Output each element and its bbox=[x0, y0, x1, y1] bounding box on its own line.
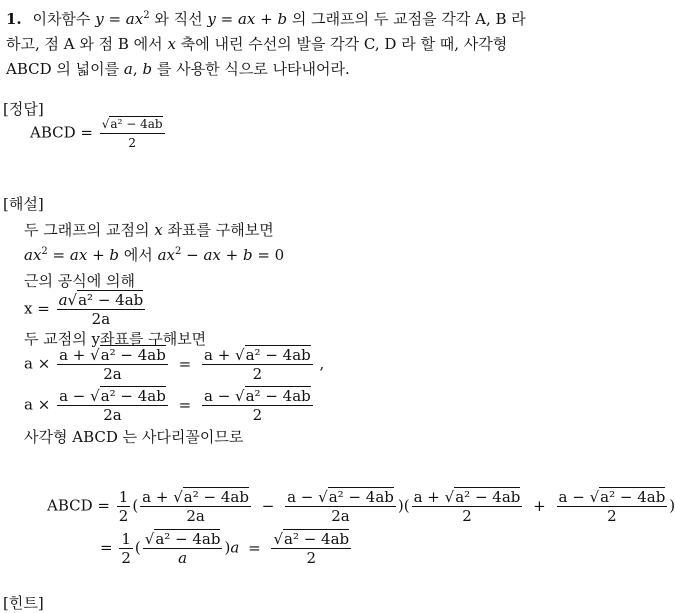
comma: , bbox=[319, 354, 325, 373]
radicand: a² − 4ab bbox=[245, 346, 311, 364]
question-line-1 bbox=[6, 8, 526, 29]
math-lhs: x = bbox=[24, 299, 50, 318]
radicand: a² − 4ab bbox=[100, 346, 166, 364]
question-text: 하고, 점 A 와 점 B 에서 bbox=[6, 35, 163, 53]
fraction: $\frac{\text{a + √a² − 4ab}}{2}$ bbox=[413, 488, 521, 525]
numerator-prefix: a + bbox=[413, 488, 440, 506]
minus: − bbox=[261, 496, 275, 515]
answer-denominator: 2 bbox=[128, 136, 136, 150]
denominator: 2 bbox=[118, 507, 129, 525]
solution-line-2: $ax^2$ = ax + b 에서 $ax^2$ − ax + b = 0 bbox=[24, 246, 285, 264]
denominator: a bbox=[178, 549, 188, 567]
equals: = bbox=[248, 538, 261, 557]
solution-line-8: 사각형 ABCD 는 사다리꼴이므로 bbox=[24, 428, 244, 446]
radicand: a² − 4ab bbox=[183, 488, 249, 506]
question-number: 1. bbox=[6, 10, 22, 28]
numerator-prefix: a + bbox=[142, 488, 169, 506]
denominator: 2 bbox=[252, 365, 263, 383]
question-text: 를 사용한 식으로 나타내어라. bbox=[156, 60, 350, 78]
radicand: a² − 4ab bbox=[455, 488, 521, 506]
question-text: 의 그래프의 두 교점을 각각 A, B 라 bbox=[291, 10, 526, 28]
math-x: x bbox=[154, 221, 163, 239]
equals: = bbox=[178, 354, 192, 373]
numerator-prefix: a − bbox=[59, 387, 86, 405]
solution-line-3: 근의 공식에 의해 bbox=[24, 272, 135, 290]
answer-radicand: a² − 4ab bbox=[110, 117, 163, 131]
numerator: 1 bbox=[121, 530, 131, 548]
fraction: $\frac{\text{a − √a² − 4ab}}{2}$ bbox=[203, 387, 311, 424]
solution-line-5: 두 교점의 y좌표를 구해보면 bbox=[24, 330, 207, 348]
solution-line-1 bbox=[24, 219, 274, 240]
denominator: 2 bbox=[607, 507, 617, 525]
math-prefix: a × bbox=[24, 395, 51, 414]
math-a: a bbox=[123, 60, 133, 78]
denominator: 2 bbox=[306, 549, 317, 567]
final-fraction: $\frac{\text{√a² − 4ab}}{2}$ bbox=[273, 530, 350, 567]
area-formula-line-2: = $\frac{1}{2}$ ( $\frac{\text{√a² − 4ab}}{a}$ )a = $\frac{\text{√a² − 4ab}}{2}$ bbox=[100, 530, 350, 567]
radicand: a² − 4ab bbox=[155, 530, 221, 548]
area-formula-line-1: ABCD = $\frac{1}{2}$ ( $\frac{\text{a + √a² − 4ab}}{2a}$ − $\frac{\text{a − √a² − 4ab}}{2a}$ )( $\frac{\text{a + √a² − 4ab}}{2}$ + $\frac{\text{a − √a² − 4ab}}{2}$ ) bbox=[47, 488, 675, 525]
radicand: a² − 4ab bbox=[284, 530, 350, 548]
answer-fraction: $\frac{\text{√a² − 4ab}}{2}$ bbox=[101, 117, 163, 150]
radicand: a² − 4ab bbox=[245, 387, 311, 405]
question-text: 축에 내린 수선의 발을 각각 C, D 라 할 때, 사각형 bbox=[180, 35, 508, 53]
question-text: 와 직선 bbox=[154, 10, 203, 28]
plus: + bbox=[533, 496, 546, 515]
solution-text: 두 그래프의 교점의 bbox=[24, 221, 150, 239]
hint-tag: [힌트] bbox=[3, 594, 44, 612]
denominator: 2 bbox=[121, 549, 131, 567]
numerator-prefix: a + bbox=[59, 346, 86, 364]
math-b: b bbox=[142, 60, 153, 78]
denominator: 2a bbox=[331, 507, 350, 525]
numerator-prefix: a + bbox=[203, 346, 231, 364]
solution-text: 에서 bbox=[123, 246, 153, 264]
answer-formula bbox=[30, 115, 167, 152]
area-lhs: ABCD = bbox=[47, 496, 110, 515]
math-prefix: a × bbox=[24, 354, 51, 373]
question-text: ABCD 의 넓이를 bbox=[6, 60, 120, 78]
answer-tag: [정답] bbox=[3, 100, 44, 118]
denominator: 2a bbox=[103, 365, 122, 383]
math-x: x bbox=[167, 35, 176, 53]
radicand: a² − 4ab bbox=[328, 488, 394, 506]
numerator-prefix: a − bbox=[203, 387, 231, 405]
solution-line-7 bbox=[24, 387, 315, 424]
denominator: 2a bbox=[91, 310, 111, 328]
numerator-prefix: a − bbox=[287, 488, 314, 506]
denominator: 2 bbox=[462, 507, 472, 525]
numerator: 1 bbox=[118, 488, 129, 506]
denominator: 2a bbox=[103, 406, 122, 424]
equals: = bbox=[100, 538, 113, 557]
fraction: $\frac{\text{a + √a² − 4ab}}{2}$ bbox=[203, 346, 311, 383]
fraction: $\frac{\text{a − √a² − 4ab}}{2a}$ bbox=[287, 488, 394, 525]
question-line-2 bbox=[6, 33, 507, 54]
math-a: a bbox=[230, 538, 240, 557]
equals: = bbox=[178, 395, 192, 414]
radicand: a² − 4ab bbox=[100, 387, 166, 405]
fraction: $\frac{\text{a − √a² − 4ab}}{2}$ bbox=[558, 488, 666, 525]
solution-tag: [해설] bbox=[3, 195, 44, 213]
radicand: a² − 4ab bbox=[600, 488, 666, 506]
half-fraction bbox=[119, 530, 133, 567]
solution-text: 좌표를 구해보면 bbox=[167, 221, 274, 239]
answer-lhs: ABCD = bbox=[30, 123, 93, 142]
question-text: 이차함수 bbox=[32, 10, 91, 28]
root-fraction: $\frac{\text{a√a² − 4ab}}{2a}$ bbox=[58, 291, 144, 328]
half-fraction bbox=[117, 488, 131, 525]
math-line: y = ax + b bbox=[207, 10, 288, 28]
math-quadratic: $y = ax^2$ bbox=[95, 10, 150, 28]
denominator: 2 bbox=[252, 406, 263, 424]
denominator: 2a bbox=[186, 507, 205, 525]
fraction: $\frac{\text{√a² − 4ab}}{a}$ bbox=[144, 530, 221, 567]
question-line-3 bbox=[6, 58, 350, 79]
solution-line-6 bbox=[24, 346, 324, 383]
solution-line-4 bbox=[24, 291, 147, 328]
fraction: $\frac{\text{a − √a² − 4ab}}{2a}$ bbox=[59, 387, 166, 424]
comma: , bbox=[132, 60, 138, 78]
numerator-prefix: a − bbox=[558, 488, 585, 506]
numerator-prefix: a bbox=[58, 291, 68, 309]
radicand: a² − 4ab bbox=[78, 291, 144, 309]
fraction: $\frac{\text{a + √a² − 4ab}}{2a}$ bbox=[142, 488, 249, 525]
fraction: $\frac{\text{a + √a² − 4ab}}{2a}$ bbox=[59, 346, 166, 383]
